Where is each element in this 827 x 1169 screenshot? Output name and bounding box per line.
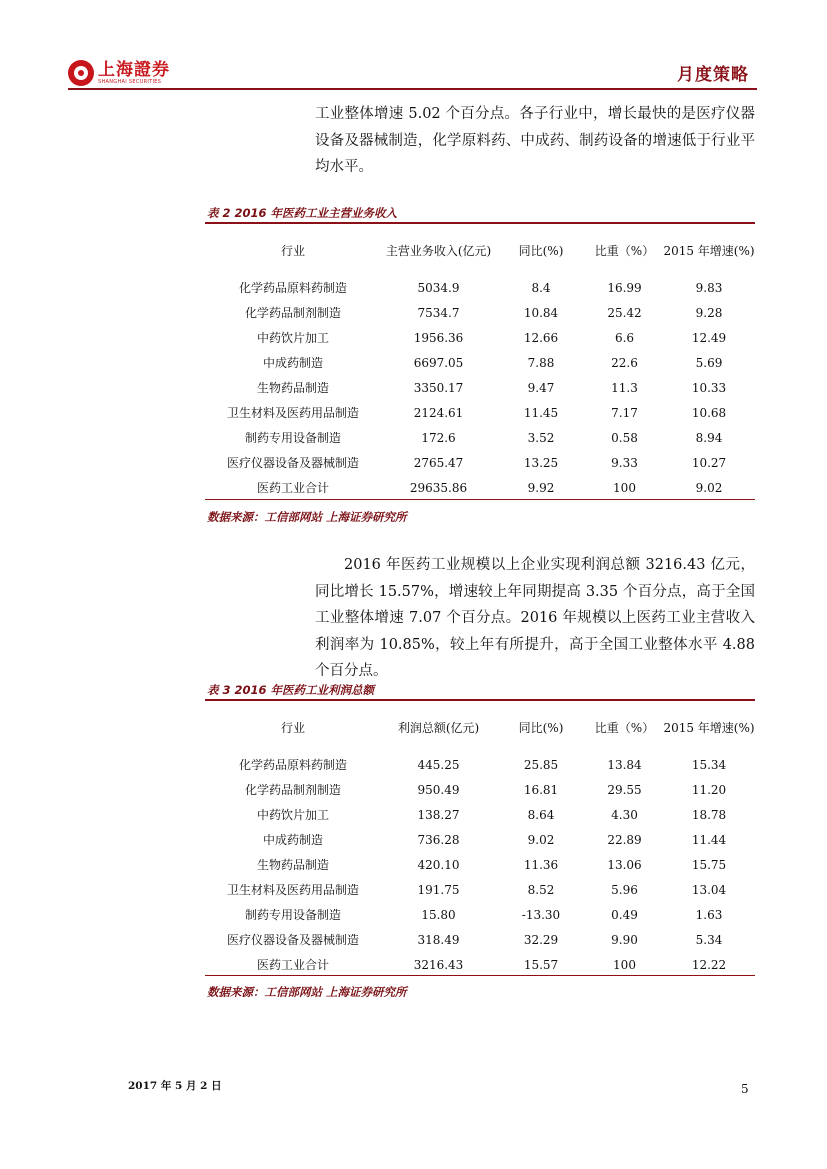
- table-2-header-row: [205, 226, 755, 276]
- industry-cell: 生物药品制造: [256, 381, 329, 395]
- table-3-caption: 表 3 2016 年医药工业利润总额: [207, 683, 375, 697]
- growth-2015-cell: 5.69: [695, 356, 723, 370]
- value-cell: 5034.9: [417, 281, 460, 295]
- industry-cell: 化学药品制剂制造: [244, 306, 341, 320]
- growth-2015-cell: 9.28: [695, 306, 723, 320]
- table-3-bottom-rule: [205, 975, 755, 976]
- yoy-cell: 12.66: [523, 331, 559, 345]
- share-cell: 0.58: [611, 431, 638, 445]
- column-header: 2015 年增速(%): [663, 720, 755, 735]
- table-2-caption: 表 2 2016 年医药工业主营业务收入: [207, 206, 398, 220]
- industry-cell: 中药饮片加工: [256, 808, 329, 822]
- share-cell: 9.33: [611, 456, 638, 470]
- value-cell: 950.49: [417, 783, 460, 797]
- table-row: [205, 351, 755, 376]
- report-date: 2017 年 5 月 2 日: [128, 1080, 222, 1092]
- industry-cell: 医药工业合计: [256, 481, 329, 495]
- share-cell: 29.55: [607, 783, 642, 797]
- yoy-cell: 32.29: [523, 933, 559, 947]
- value-cell: 138.27: [417, 808, 460, 822]
- share-cell: 25.42: [607, 306, 642, 320]
- growth-2015-cell: 10.27: [691, 456, 727, 470]
- value-cell: 1956.36: [413, 331, 464, 345]
- page-number: 5: [741, 1082, 749, 1096]
- share-cell: 13.06: [607, 858, 642, 872]
- table-row: [205, 426, 755, 451]
- table-total-row: [205, 476, 755, 501]
- industry-cell: 化学药品制剂制造: [244, 783, 341, 797]
- share-cell: 22.6: [611, 356, 638, 370]
- share-cell: 13.84: [607, 758, 642, 772]
- yoy-cell: -13.30: [521, 908, 561, 922]
- yoy-cell: 8.64: [527, 808, 555, 822]
- value-cell: 318.49: [417, 933, 460, 947]
- table-row: [205, 778, 755, 803]
- value-cell: 7534.7: [417, 306, 460, 320]
- share-cell: 5.96: [611, 883, 638, 897]
- table-3-source: 数据来源：工信部网站 上海证券研究所: [207, 985, 407, 999]
- table-3-header-row: [205, 703, 755, 753]
- industry-cell: 制药专用设备制造: [244, 431, 341, 445]
- table-row: [205, 301, 755, 326]
- company-logo: [68, 58, 170, 88]
- column-header: 利润总额(亿元): [397, 720, 480, 735]
- industry-cell: 生物药品制造: [256, 858, 329, 872]
- growth-2015-cell: 15.34: [691, 758, 727, 772]
- value-cell: 6697.05: [413, 356, 464, 370]
- table-2-bottom-rule: [205, 499, 755, 500]
- column-header: 比重（%）: [594, 243, 655, 258]
- growth-2015-cell: 12.22: [691, 958, 727, 972]
- yoy-cell: 8.52: [527, 883, 555, 897]
- value-cell: 191.75: [417, 883, 460, 897]
- table-2-top-rule: [205, 222, 755, 224]
- share-cell: 4.30: [611, 808, 638, 822]
- table-row: [205, 451, 755, 476]
- value-cell: 29635.86: [409, 481, 468, 495]
- growth-2015-cell: 11.20: [691, 783, 727, 797]
- yoy-cell: 13.25: [523, 456, 559, 470]
- share-cell: 16.99: [607, 281, 642, 295]
- table-2-source: 数据来源：工信部网站 上海证券研究所: [207, 510, 407, 524]
- report-type-title: 月度策略: [677, 65, 749, 85]
- value-cell: 3350.17: [413, 381, 464, 395]
- growth-2015-cell: 15.75: [691, 858, 727, 872]
- table-2-revenue: [205, 226, 755, 501]
- share-cell: 7.17: [611, 406, 638, 420]
- table-row: [205, 276, 755, 301]
- growth-2015-cell: 10.33: [691, 381, 727, 395]
- growth-2015-cell: 8.94: [695, 431, 723, 445]
- value-cell: 420.10: [417, 858, 460, 872]
- table-3-top-rule: [205, 699, 755, 701]
- table-row: [205, 903, 755, 928]
- table-row: [205, 326, 755, 351]
- column-header: 2015 年增速(%): [663, 243, 755, 258]
- industry-cell: 卫生材料及医药用品制造: [226, 406, 359, 420]
- yoy-cell: 11.45: [523, 406, 559, 420]
- yoy-cell: 9.47: [527, 381, 555, 395]
- column-header: 行业: [280, 243, 305, 258]
- table-row: [205, 928, 755, 953]
- growth-2015-cell: 11.44: [691, 833, 727, 847]
- table-row: [205, 853, 755, 878]
- share-cell: 100: [613, 481, 636, 495]
- header-divider: [68, 88, 757, 90]
- yoy-cell: 9.02: [527, 833, 555, 847]
- table-3-profit: [205, 703, 755, 978]
- growth-2015-cell: 10.68: [691, 406, 727, 420]
- industry-cell: 医疗仪器设备及器械制造: [226, 933, 359, 947]
- logo-emblem-icon: [68, 60, 94, 86]
- industry-cell: 化学药品原料药制造: [238, 758, 347, 772]
- yoy-cell: 15.57: [523, 958, 559, 972]
- column-header: 同比(%): [518, 243, 564, 258]
- industry-cell: 医药工业合计: [256, 958, 329, 972]
- body-paragraph-1: 工业整体增速 5.02 个百分点。各子行业中，增长最快的是医疗仪器设备及器械制造，化学原料药、中成药、制药设备的增速低于行业平均水平。: [315, 106, 755, 175]
- yoy-cell: 11.36: [523, 858, 559, 872]
- yoy-cell: 10.84: [523, 306, 559, 320]
- table-row: [205, 803, 755, 828]
- industry-cell: 卫生材料及医药用品制造: [226, 883, 359, 897]
- yoy-cell: 25.85: [523, 758, 559, 772]
- table-row: [205, 376, 755, 401]
- growth-2015-cell: 13.04: [691, 883, 727, 897]
- value-cell: 172.6: [421, 431, 456, 445]
- growth-2015-cell: 9.02: [695, 481, 723, 495]
- industry-cell: 中成药制造: [262, 833, 323, 847]
- growth-2015-cell: 18.78: [691, 808, 727, 822]
- yoy-cell: 7.88: [527, 356, 555, 370]
- column-header: 同比(%): [518, 720, 564, 735]
- yoy-cell: 16.81: [523, 783, 559, 797]
- industry-cell: 中药饮片加工: [256, 331, 329, 345]
- table-row: [205, 828, 755, 853]
- growth-2015-cell: 9.83: [695, 281, 723, 295]
- table-row: [205, 878, 755, 903]
- industry-cell: 医疗仪器设备及器械制造: [226, 456, 359, 470]
- share-cell: 0.49: [611, 908, 638, 922]
- yoy-cell: 8.4: [531, 281, 551, 295]
- industry-cell: 制药专用设备制造: [244, 908, 341, 922]
- logo-english-name: SHANGHAI SECURITIES: [98, 79, 162, 85]
- growth-2015-cell: 1.63: [695, 908, 723, 922]
- yoy-cell: 3.52: [527, 431, 555, 445]
- value-cell: 736.28: [417, 833, 460, 847]
- share-cell: 100: [613, 958, 636, 972]
- column-header: 主营业务收入(亿元): [385, 243, 492, 258]
- value-cell: 445.25: [417, 758, 460, 772]
- industry-cell: 化学药品原料药制造: [238, 281, 347, 295]
- logo-chinese-name: 上海證券: [98, 60, 170, 80]
- column-header: 比重（%）: [594, 720, 655, 735]
- growth-2015-cell: 5.34: [695, 933, 723, 947]
- table-row: [205, 753, 755, 778]
- body-paragraph-2: 2016 年医药工业规模以上企业实现利润总额 3216.43 亿元，同比增长 15.57%，增速较上年同期提高 3.35 个百分点，高于全国工业整体增速 7.07 个百分点。2016 年规模以上医药工业主营收入利润率为 10.85%，较上年有所提升，高于全国工业整体水平 4.88 个百分点。: [315, 557, 755, 679]
- value-cell: 15.80: [421, 908, 456, 922]
- yoy-cell: 9.92: [527, 481, 555, 495]
- share-cell: 22.89: [607, 833, 642, 847]
- value-cell: 2124.61: [413, 406, 464, 420]
- table-row: [205, 401, 755, 426]
- value-cell: 3216.43: [413, 958, 464, 972]
- column-header: 行业: [280, 720, 305, 735]
- industry-cell: 中成药制造: [262, 356, 323, 370]
- share-cell: 6.6: [614, 331, 635, 345]
- growth-2015-cell: 12.49: [691, 331, 727, 345]
- value-cell: 2765.47: [413, 456, 464, 470]
- share-cell: 9.90: [611, 933, 638, 947]
- share-cell: 11.3: [611, 381, 638, 395]
